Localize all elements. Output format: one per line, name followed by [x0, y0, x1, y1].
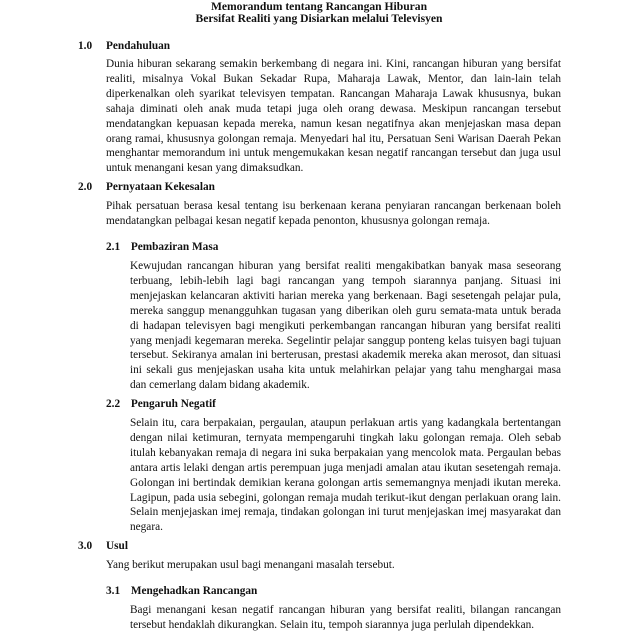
section-3-title: Usul: [106, 540, 128, 552]
section-3-body: Yang berikut merupakan usul bagi menangani masalah tersebut.: [106, 559, 395, 571]
subsection-2-2-number: 2.2: [106, 398, 121, 410]
subsection-2-1-heading: [106, 240, 218, 255]
section-2-title: Pernyataan Kekesalan: [106, 181, 215, 193]
subsection-3-1-number: 3.1: [106, 585, 121, 597]
section-2-body: Pihak persatuan berasa kesal tentang isu berkenaan kerana penyiaran rancangan berkenaan boleh mendatangkan pelbagai kesan negatif kepada penonton, khususnya golongan remaja.: [106, 200, 561, 227]
section-3-number: 3.0: [78, 540, 93, 552]
subsection-2-2-heading: [106, 397, 216, 412]
subsection-2-1-title: Pembaziran Masa: [130, 241, 219, 253]
subsection-2-2-title: Pengaruh Negatif: [130, 398, 216, 410]
section-2-number: 2.0: [78, 181, 93, 193]
section-1-body: Dunia hiburan sekarang semakin berkembang di negara ini. Kini, rancangan hiburan yang bersifat realiti, misalnya Vokal Bukan Sekadar Rupa, Maharaja Lawak, Mentor, dan lain-lain telah diperkenalkan oleh syarikat televisyen tempatan. Rancangan Maharaja Lawak khususnya, bukan sahaja diminati oleh anak muda tetapi juga oleh orang dewasa. Meskipun rancangan tersebut mendatangkan kepuasan kepada mereka, namun kesan negatifnya akan menjejaskan masa depan orang ramai, khususnya golongan remaja. Menyedari hal itu, Persatuan Seni Warisan Daerah Pekan menghantar memorandum ini untuk mengemukakan kesan negatif rancangan tersebut dan juga usul untuk menangani kesan yang dimaksudkan.: [106, 58, 561, 175]
subsection-3-1-heading: [106, 584, 257, 599]
memo-title-line-2: Bersifat Realiti yang Disiarkan melalui Televisyen: [195, 12, 443, 25]
section-1-number: 1.0: [78, 40, 93, 52]
subsection-3-1-title: Mengehadkan Rancangan: [130, 585, 258, 597]
subsection-2-1-number: 2.1: [106, 241, 121, 253]
subsection-2-1-body: Kewujudan rancangan hiburan yang bersifat realiti mengakibatkan banyak masa seseorang terbuang, lebih-lebih lagi bagi rancangan yang tempoh siarannya panjang. Situasi ini menjejaskan kelancaran aktiviti harian mereka yang berkenaan. Bagi sesetengah pelajar pula, mereka sanggup menangguhkan tugasan yang diberikan oleh guru semata-mata untuk berada di hadapan televisyen bagi mengikuti perkembangan rancangan hiburan yang bersifat realiti yang menjadi kegemaran mereka. Segelintir pelajar sanggup ponteng kelas tuisyen bagi tujuan tersebut. Sekiranya amalan ini berterusan, prestasi akademik mereka akan merosot, dan situasi ini sekali gus menjejaskan usaha kita untuk melahirkan pelajar yang tahu menghargai masa dan cemerlang dalam bidang akademik.: [130, 260, 561, 392]
memo-title-line-1: Memorandum tentang Rancangan Hiburan: [210, 0, 428, 13]
section-1-title: Pendahuluan: [106, 40, 171, 52]
subsection-3-1-body: Bagi menangani kesan negatif rancangan hiburan yang bersifat realiti, bilangan rancangan tersebut hendaklah dikurangkan. Selain itu, tempoh siarannya juga perlulah dipendekkan.: [130, 604, 561, 631]
subsection-2-2-body: Selain itu, cara berpakaian, pergaulan, ataupun perlakuan artis yang kadangkala bertentangan dengan nilai ketimuran, ternyata mempengaruhi tingkah laku golongan remaja. Oleh sebab itulah kebanyakan remaja di negara ini suka berpakaian yang mencolok mata. Pergaulan bebas antara artis lelaki dengan artis perempuan juga menjadi amalan atau ikutan sesetengah remaja. Golongan ini bertindak demikian kerana golongan artis sememangnya menjadi ikutan mereka. Lagipun, pada usia sebegini, golongan remaja mudah terikut-ikut dengan perlakuan orang lain. Selain menjejaskan imej remaja, tindakan golongan ini turut menjejaskan imej masyarakat dan negara.: [130, 417, 561, 534]
